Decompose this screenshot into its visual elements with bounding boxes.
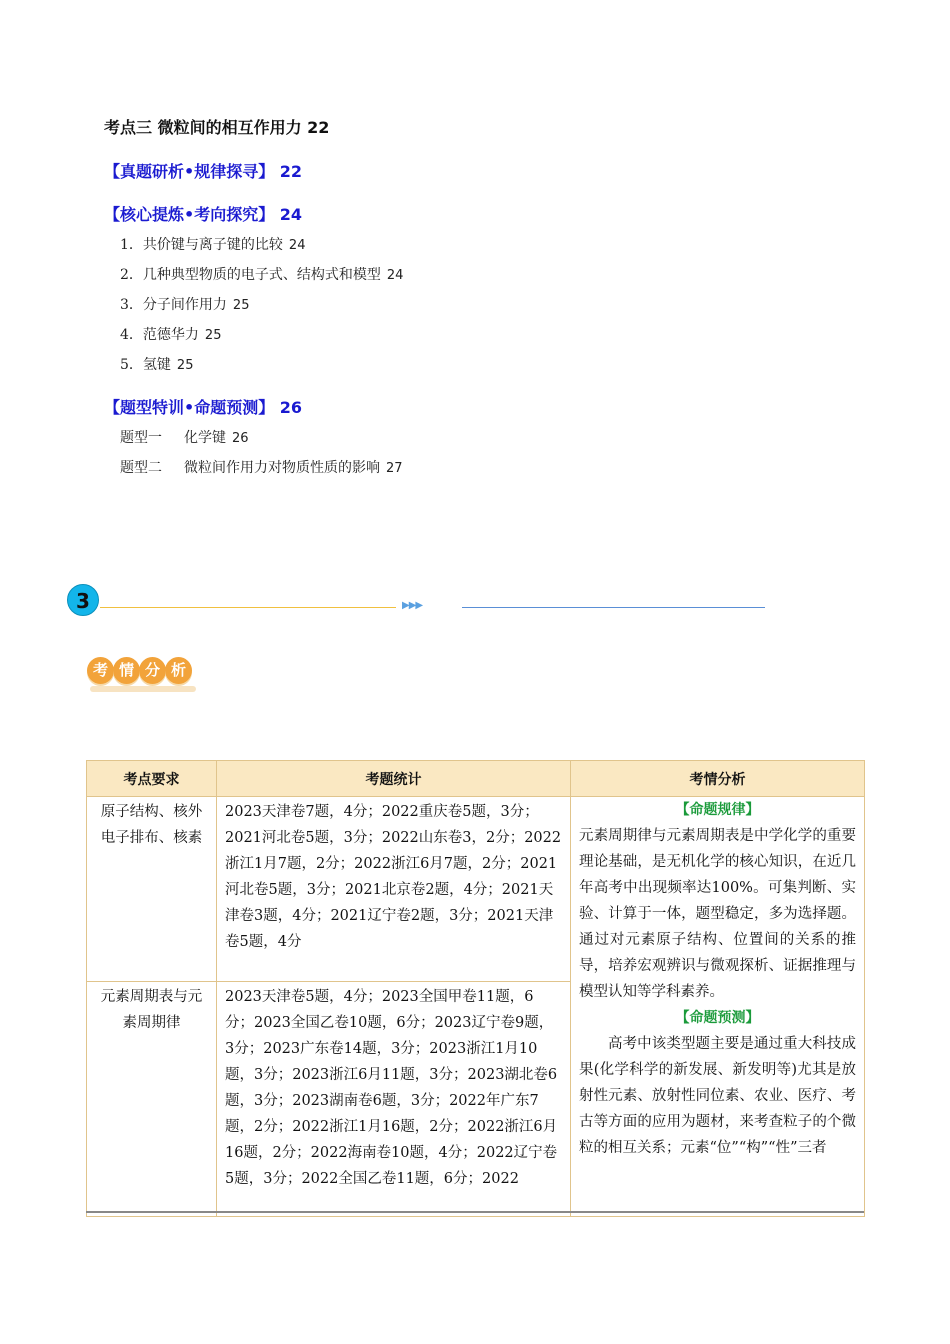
requirement-cell: 元素周期表与元素周期律 bbox=[87, 982, 217, 1217]
section-number-badge: 3 bbox=[67, 584, 99, 616]
toc-item[interactable] bbox=[120, 264, 403, 284]
header-requirement: 考点要求 bbox=[87, 761, 217, 797]
table-bottom-rule bbox=[86, 1211, 864, 1213]
badge-char: 情 bbox=[113, 657, 140, 684]
arrow-triple-icon: ▶▶▶ bbox=[402, 600, 423, 611]
badge-char: 考 bbox=[87, 657, 114, 684]
toc-type-page: 27 bbox=[386, 461, 403, 476]
statistics-cell: 2023天津卷7题，4分；2022重庆卷5题，3分；2021河北卷5题，3分；2022山东卷3，2分；2022浙江1月7题，2分；2022浙江6月7题，2分；2021河北卷5题，3分；2021北京卷2题，4分；2021天津卷3题，4分；2021辽宁卷2题，3分；2021天津卷5题，4分 bbox=[217, 797, 571, 982]
toc-item[interactable] bbox=[120, 354, 193, 374]
toc-type-page: 26 bbox=[232, 431, 249, 446]
toc-section-hexin[interactable]: 【核心提炼•考向探究】 24 bbox=[104, 205, 303, 224]
analysis-cell bbox=[571, 797, 865, 1217]
toc-item-page: 24 bbox=[386, 268, 404, 283]
badge-underline bbox=[90, 686, 196, 692]
analysis-predict-title: 【命题预测】 bbox=[675, 1010, 760, 1026]
toc-item-label: 4．范德华力 bbox=[120, 327, 199, 343]
toc-item-page: 25 bbox=[232, 298, 250, 313]
header-statistics: 考题统计 bbox=[217, 761, 571, 797]
divider-line-left bbox=[100, 607, 396, 608]
analysis-rule-text: 元素周期律与元素周期表是中学化学的重要理论基础，是无机化学的核心知识，在近几年高考中出现频率达100%。可集判断、实验、计算于一体，题型稳定，多为选择题。通过对元素原子结构、位置间的关系的推导，培养宏观辨识与微观探析、证据推理与模型认知等学科素养。 bbox=[579, 828, 856, 1000]
statistics-cell bbox=[217, 982, 571, 1217]
badge-char: 析 bbox=[165, 657, 192, 684]
toc-item-page: 25 bbox=[204, 328, 222, 343]
toc-type-title: 微粒间作用力对物质性质的影响 bbox=[184, 460, 380, 476]
toc-item-label: 1．共价键与离子键的比较 bbox=[120, 237, 283, 253]
toc-section-tixing[interactable]: 【题型特训•命题预测】 26 bbox=[104, 398, 303, 417]
toc-item[interactable] bbox=[120, 324, 221, 344]
toc-item-label: 2．几种典型物质的电子式、结构式和模型 bbox=[120, 267, 381, 283]
toc-type-item[interactable] bbox=[120, 457, 403, 477]
toc-type-label: 题型一 bbox=[120, 430, 162, 446]
toc-type-label: 题型二 bbox=[120, 460, 162, 476]
toc-heading[interactable]: 考点三 微粒间的相互作用力 22 bbox=[104, 118, 330, 137]
toc-item-label: 5．氢键 bbox=[120, 357, 171, 373]
header-analysis: 考情分析 bbox=[571, 761, 865, 797]
analysis-rule-title: 【命题规律】 bbox=[675, 802, 760, 818]
toc-item-label: 3．分子间作用力 bbox=[120, 297, 227, 313]
toc-item[interactable] bbox=[120, 294, 249, 314]
requirement-cell: 原子结构、核外电子排布、核素 bbox=[87, 797, 217, 982]
table-header-row bbox=[87, 761, 865, 797]
toc-item[interactable] bbox=[120, 234, 305, 254]
table-row bbox=[87, 797, 865, 982]
toc-item-page: 24 bbox=[288, 238, 306, 253]
toc-section-zhenti[interactable]: 【真题研析•规律探寻】 22 bbox=[104, 162, 303, 181]
divider-line-right bbox=[462, 607, 765, 608]
exam-analysis-table bbox=[86, 760, 865, 1217]
toc-type-title: 化学键 bbox=[184, 430, 226, 446]
statistics-text: 2023天津卷5题，4分；2023全国甲卷11题，6分；2023全国乙卷10题，6分；2023辽宁卷9题，3分；2023广东卷14题，3分；2023浙江1月10题，3分；2023浙江6月11题，3分；2023湖北卷6题，3分；2023湖南卷6题，3分；2022年广东7题，2分；2022浙江1月16题，2分；2022浙江6月16题，2分；2022海南卷10题，4分；2022辽宁卷5题，3分；2022全国乙卷11题，6分；2022 bbox=[225, 989, 558, 1187]
toc-type-item[interactable] bbox=[120, 427, 249, 447]
section-badge-title bbox=[87, 657, 191, 684]
toc-item-page: 25 bbox=[176, 358, 194, 373]
badge-char: 分 bbox=[139, 657, 166, 684]
analysis-predict-text: 高考中该类型题主要是通过重大科技成果(化学科学的新发展、新发明等)尤其是放射性元素、放射性同位素、农业、医疗、考古等方面的应用为题材，来考查粒子的个微粒的相互关系；元素“位”“构”“性”三者 bbox=[579, 1036, 856, 1156]
